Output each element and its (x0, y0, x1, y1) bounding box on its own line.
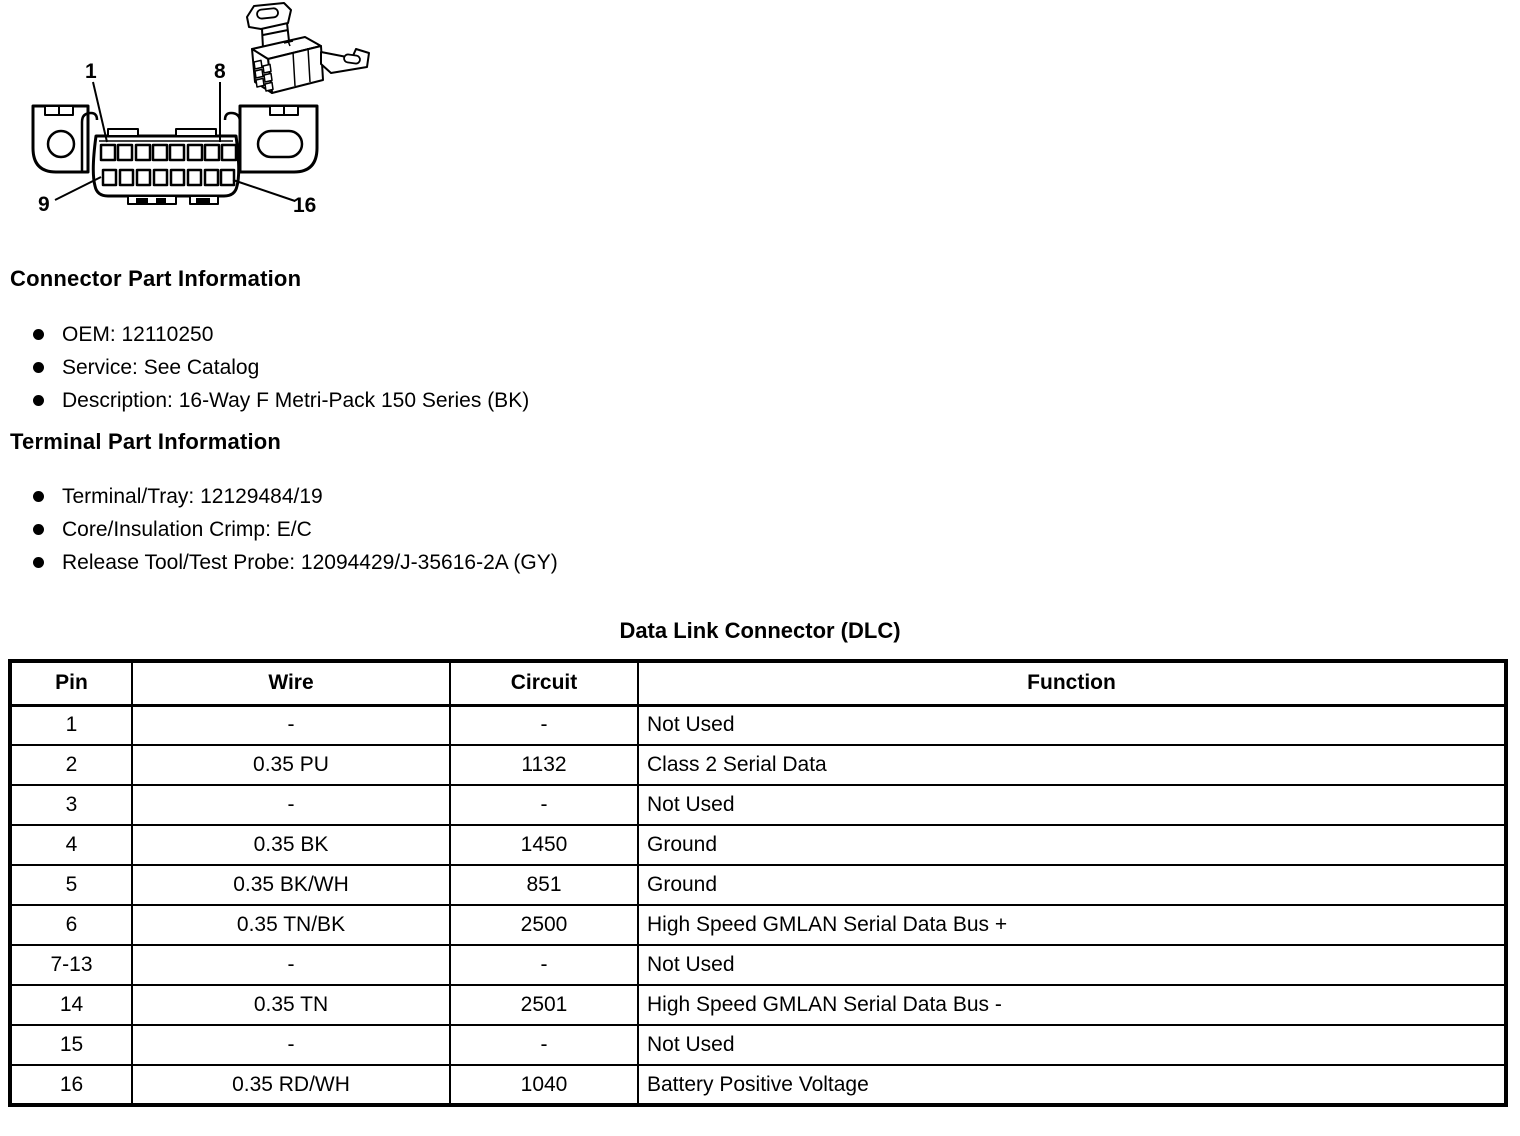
table-row (10, 825, 1506, 865)
table-row (10, 1025, 1506, 1065)
table-row (10, 905, 1506, 945)
list-item-text: Core/Insulation Crimp: E/C (62, 517, 312, 541)
bullet-icon (33, 524, 44, 535)
cell-function: Ground (638, 825, 1506, 865)
list-item (33, 513, 558, 546)
table-row (10, 945, 1506, 985)
pin-label-9: 9 (38, 193, 50, 216)
list-item (33, 384, 529, 417)
connector-front-view (33, 82, 317, 204)
list-item-text: OEM: 12110250 (62, 322, 214, 346)
pin-label-8: 8 (214, 60, 226, 83)
cell-circuit: 1450 (450, 825, 638, 865)
cell-function: Not Used (638, 945, 1506, 985)
cell-wire: 0.35 RD/WH (132, 1065, 450, 1105)
list-item (33, 351, 529, 384)
table-row (10, 745, 1506, 785)
list-item (33, 318, 529, 351)
cell-wire: - (132, 705, 450, 745)
cell-circuit: - (450, 705, 638, 745)
list-item-text: Description: 16-Way F Metri-Pack 150 Series (BK) (62, 388, 530, 412)
cell-pin: 5 (10, 865, 132, 905)
bullet-icon (33, 557, 44, 568)
cell-wire: 0.35 PU (132, 745, 450, 785)
cell-circuit: 1040 (450, 1065, 638, 1105)
cell-circuit: - (450, 785, 638, 825)
cell-pin: 15 (10, 1025, 132, 1065)
cell-wire: - (132, 785, 450, 825)
cell-function: High Speed GMLAN Serial Data Bus - (638, 985, 1506, 1025)
cell-function: Battery Positive Voltage (638, 1065, 1506, 1105)
column-header-function: Function (638, 661, 1506, 705)
cell-pin: 2 (10, 745, 132, 785)
bullet-icon (33, 491, 44, 502)
cell-circuit: 2500 (450, 905, 638, 945)
list-item (33, 546, 558, 579)
cell-pin: 7-13 (10, 945, 132, 985)
cell-function: Not Used (638, 705, 1506, 745)
table-row (10, 785, 1506, 825)
connector-part-list (33, 318, 529, 417)
connector-isometric-view (247, 3, 369, 93)
list-item-text: Terminal/Tray: 12129484/19 (62, 484, 323, 508)
column-header-wire: Wire (132, 661, 450, 705)
cell-wire: 0.35 TN/BK (132, 905, 450, 945)
right-mounting-slot (258, 131, 302, 157)
terminal-part-list (33, 480, 558, 579)
table-row (10, 1065, 1506, 1105)
pin-label-16: 16 (293, 194, 317, 217)
table-row (10, 865, 1506, 905)
cell-wire: - (132, 945, 450, 985)
cell-wire: 0.35 BK (132, 825, 450, 865)
cell-circuit: - (450, 945, 638, 985)
cell-function: Not Used (638, 785, 1506, 825)
cell-pin: 14 (10, 985, 132, 1025)
dlc-pinout-table (8, 659, 1508, 1107)
cell-function: High Speed GMLAN Serial Data Bus + (638, 905, 1506, 945)
pin-label-1: 1 (85, 60, 97, 83)
cell-wire: - (132, 1025, 450, 1065)
cell-circuit: 851 (450, 865, 638, 905)
cell-function: Class 2 Serial Data (638, 745, 1506, 785)
column-header-circuit: Circuit (450, 661, 638, 705)
bullet-icon (33, 395, 44, 406)
table-title: Data Link Connector (DLC) (619, 618, 901, 643)
terminal-part-heading: Terminal Part Information (10, 429, 282, 454)
cell-circuit: 1132 (450, 745, 638, 785)
table-header-row (10, 661, 1506, 705)
left-mounting-hole (48, 131, 74, 157)
connector-part-heading: Connector Part Information (10, 266, 302, 291)
cell-wire: 0.35 TN (132, 985, 450, 1025)
cell-pin: 16 (10, 1065, 132, 1105)
list-item (33, 480, 558, 513)
list-item-text: Release Tool/Test Probe: 12094429/J-35616-2A (GY) (62, 550, 558, 574)
connector-diagram (0, 0, 390, 230)
cell-wire: 0.35 BK/WH (132, 865, 450, 905)
table-row (10, 985, 1506, 1025)
list-item-text: Service: See Catalog (62, 355, 260, 379)
cell-pin: 6 (10, 905, 132, 945)
cell-function: Not Used (638, 1025, 1506, 1065)
cell-pin: 1 (10, 705, 132, 745)
cell-circuit: - (450, 1025, 638, 1065)
table-row (10, 705, 1506, 745)
cell-pin: 4 (10, 825, 132, 865)
bullet-icon (33, 362, 44, 373)
column-header-pin: Pin (10, 661, 132, 705)
cell-pin: 3 (10, 785, 132, 825)
cell-function: Ground (638, 865, 1506, 905)
bullet-icon (33, 329, 44, 340)
cell-circuit: 2501 (450, 985, 638, 1025)
